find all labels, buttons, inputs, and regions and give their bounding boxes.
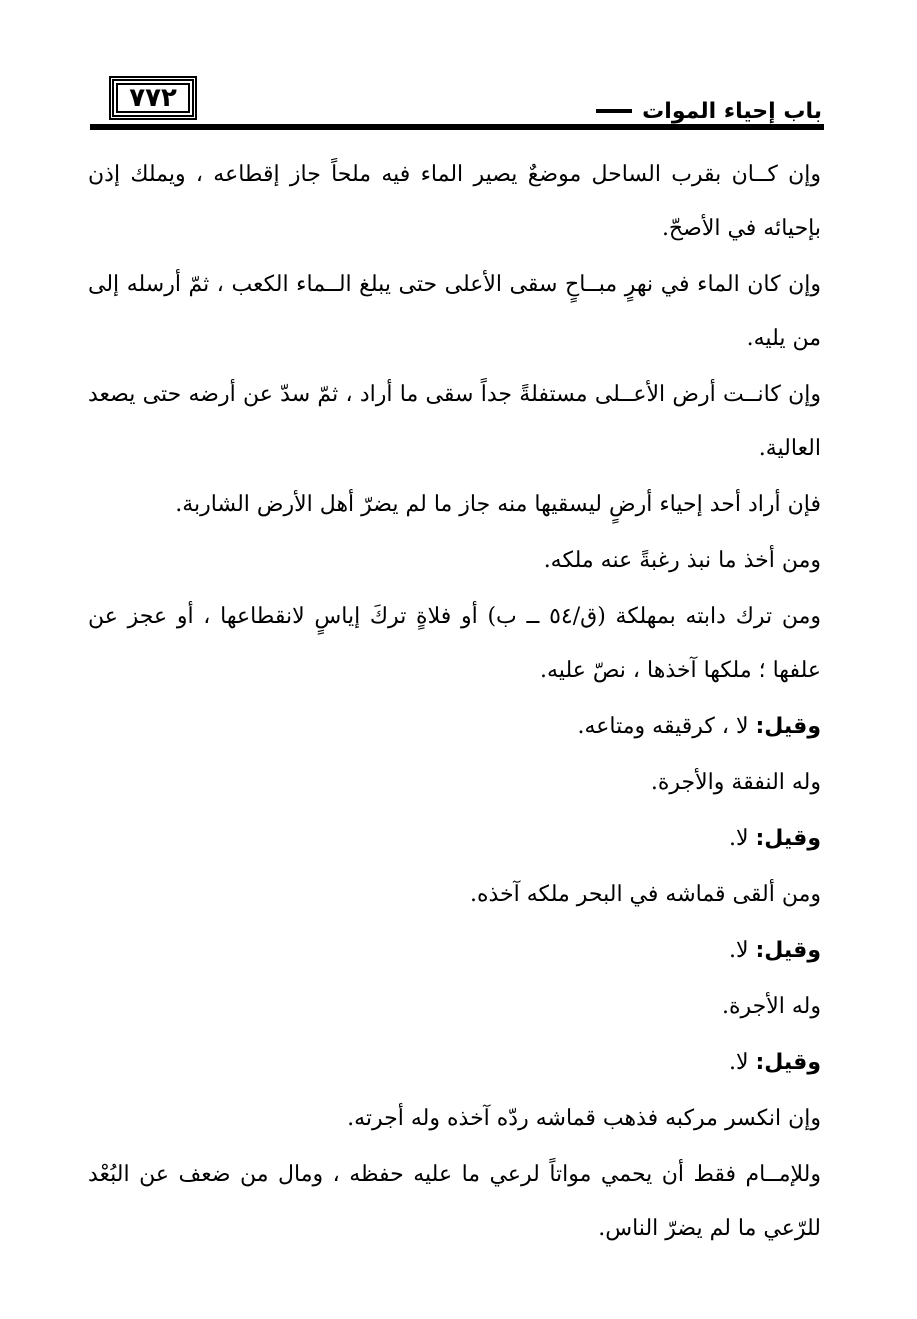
header-rule (90, 124, 824, 130)
paragraph-text: لا. (728, 1050, 756, 1075)
paragraph (88, 368, 821, 476)
paragraph-text: وإن كانــت أرض الأعــلى مستفلةً جداً سقى ما أراد ، ثمّ سدّ عن أرضه حتى يصعد العالية. (88, 382, 821, 461)
paragraph-text: لا ، كرقيقه ومتاعه. (577, 714, 756, 739)
paragraph-text: فإن أراد أحد إحياء أرضٍ ليسقيها منه جاز ما لم يضرّ أهل الأرض الشاربة. (175, 492, 821, 517)
paragraph-text: ومن ترك دابته بمهلكة (ق/٥٤ ــ ب) أو فلاةٍ تركَ إياسٍ لانقطاعها ، أو عجز عن علفها ؛ ملكها آخذها ، نصّ عليه. (88, 604, 821, 683)
body-text (88, 148, 821, 1258)
paragraph (88, 478, 821, 532)
paragraph (88, 1036, 821, 1090)
paragraph-lead: وقيل: (755, 714, 821, 739)
paragraph-text: ومن أخذ ما نبذ رغبةً عنه ملكه. (543, 548, 821, 573)
paragraph-text: لا. (728, 826, 756, 851)
paragraph-lead: وقيل: (755, 826, 821, 851)
paragraph-text: وله النفقة والأجرة. (650, 770, 821, 795)
paragraph (88, 924, 821, 978)
paragraph (88, 590, 821, 698)
chapter-title-group (582, 100, 822, 124)
paragraph (88, 1148, 821, 1256)
page-number: ٧٧٢ (109, 76, 197, 120)
paragraph (88, 258, 821, 366)
paragraph-text: وإن كان الماء في نهرٍ مبــاحٍ سقى الأعلى حتى يبلغ الــماء الكعب ، ثمّ أرسله إلى من يليه. (88, 272, 821, 351)
paragraph (88, 1092, 821, 1146)
paragraph (88, 980, 821, 1034)
paragraph (88, 868, 821, 922)
paragraph (88, 534, 821, 588)
paragraph-text: وله الأجرة. (721, 994, 821, 1019)
paragraph-text: وإن كــان بقرب الساحل موضعٌ يصير الماء فيه ملحاً جاز إقطاعه ، ويملك إذن بإحيائه في الأصحّ. (88, 162, 821, 241)
paragraph (88, 700, 821, 754)
paragraph-lead: وقيل: (755, 938, 821, 963)
paragraph-lead: وقيل: (755, 1050, 821, 1075)
paragraph (88, 812, 821, 866)
chapter-title: باب إحياء الموات (642, 99, 822, 124)
paragraph-text: ومن ألقى قماشه في البحر ملكه آخذه. (469, 882, 821, 907)
paragraph (88, 756, 821, 810)
paragraph-text: وإن انكسر مركبه فذهب قماشه ردّه آخذه وله أجرته. (347, 1106, 821, 1131)
paragraph-text: لا. (728, 938, 756, 963)
paragraph (88, 148, 821, 256)
title-dash (596, 109, 632, 113)
paragraph-text: وللإمــام فقط أن يحمي مواتاً لرعي ما عليه حفظه ، ومال من ضعف عن البُعْد للرّعي ما لم يضرّ الناس. (88, 1162, 821, 1241)
